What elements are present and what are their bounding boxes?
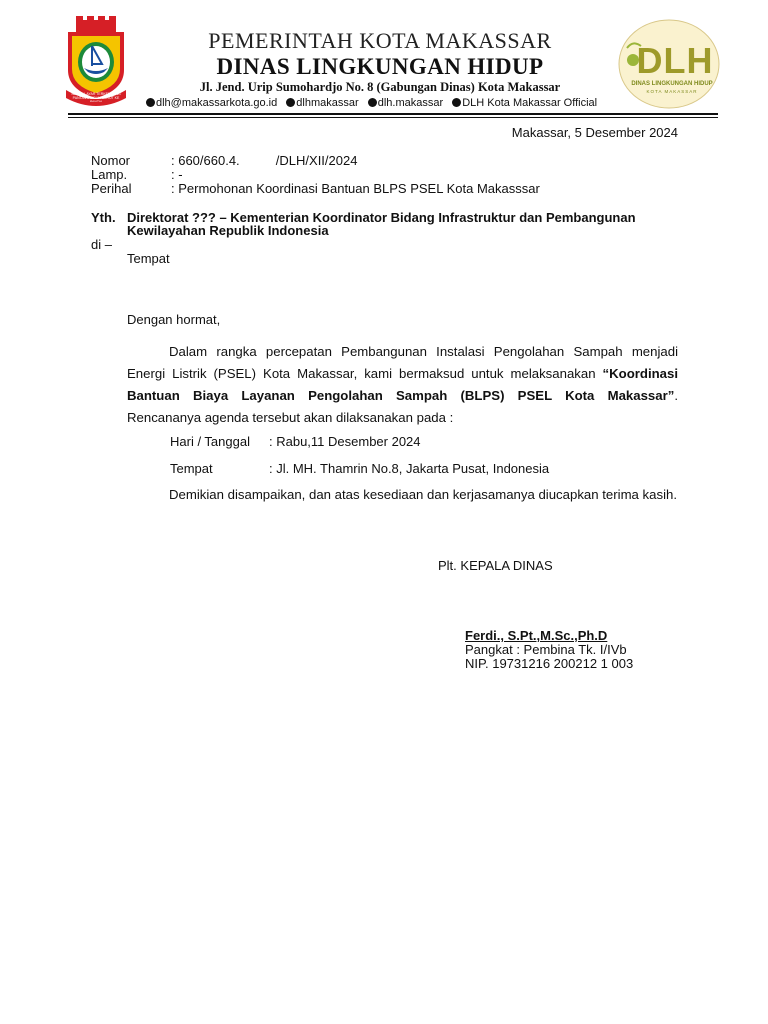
signatory-nip: NIP. 19731216 200212 1 003 bbox=[465, 656, 634, 671]
meta-value-nomor: : 660/660.4. /DLH/XII/2024 bbox=[171, 153, 358, 168]
letterhead-rule-thick bbox=[68, 113, 718, 115]
letterhead-rule-thin bbox=[68, 117, 718, 118]
agenda-value-date: : Rabu,11 Desember 2024 bbox=[269, 434, 421, 449]
intro-paragraph-tail: . Rencananya agenda tersebut akan dilaksanakan pada : bbox=[127, 388, 678, 425]
intro-paragraph-text: Dalam rangka percepatan Pembangunan Instalasi Pengolahan Sampah menjadi Energi Listrik (PSEL) Kota Makassar, kami bermaksud untuk melaksanakan bbox=[127, 344, 678, 381]
emblem-motto: SEKALI LAYAR TERKEMBANG PANTANG BIDUK SURUT KE PANTAI bbox=[71, 92, 121, 102]
meta-label-perihal: Perihal bbox=[91, 181, 132, 196]
agenda-label-date: Hari / Tanggal bbox=[170, 434, 250, 449]
dlh-logo-text: DLH bbox=[636, 40, 714, 81]
intro-paragraph bbox=[127, 341, 678, 429]
contact-line bbox=[146, 97, 626, 109]
signatory-rank: Pangkat : Pembina Tk. I/IVb bbox=[465, 642, 627, 657]
closing-paragraph: Demikian disampaikan, dan atas kesediaan dan kerjasamanya diucapkan terima kasih. bbox=[169, 487, 678, 502]
signatory-name: Ferdi., S.Pt.,M.Sc.,Ph.D bbox=[465, 628, 608, 643]
signature-title: Plt. KEPALA DINAS bbox=[438, 558, 553, 573]
dlh-logo-subtitle: DINAS LINGKUNGAN HIDUP bbox=[631, 81, 713, 87]
recipient-prefix: Yth. bbox=[91, 210, 116, 225]
office-address: Jl. Jend. Urip Sumohardjo No. 8 (Gabungan Dinas) Kota Makassar bbox=[199, 80, 561, 94]
recipient-line-2: Kewilayahan Republik Indonesia bbox=[127, 223, 329, 238]
instagram-contact[interactable]: dlh.makassar bbox=[377, 97, 444, 109]
meta-label-nomor: Nomor bbox=[91, 153, 131, 168]
dlh-logo-city: KOTA MAKASSAR bbox=[646, 89, 698, 94]
facebook-icon bbox=[286, 98, 295, 107]
salutation: Dengan hormat, bbox=[127, 312, 221, 327]
city-emblem bbox=[62, 16, 130, 108]
recipient-line-1: Direktorat ??? – Kementerian Koordinator Bidang Infrastruktur dan Pembangunan bbox=[127, 210, 636, 225]
meta-label-lamp: Lamp. bbox=[91, 167, 128, 182]
instagram-icon bbox=[368, 98, 377, 107]
meta-value-lamp: : - bbox=[171, 167, 183, 182]
recipient-tempat: Tempat bbox=[127, 251, 170, 266]
department-title: DINAS LINGKUNGAN HIDUP bbox=[216, 54, 544, 79]
youtube-icon bbox=[452, 98, 461, 107]
dlh-logo bbox=[617, 18, 721, 110]
email-icon bbox=[146, 98, 155, 107]
event-title: “Koordinasi Bantuan Biaya Layanan Pengolahan Sampah (BLPS) PSEL Kota Makassar” bbox=[127, 366, 678, 403]
government-title: PEMERINTAH KOTA MAKASSAR bbox=[208, 28, 552, 53]
recipient-di: di – bbox=[91, 237, 112, 252]
meta-value-perihal: : Permohonan Koordinasi Bantuan BLPS PSEL Kota Makasssar bbox=[171, 181, 540, 196]
agenda-value-place: : Jl. MH. Thamrin No.8, Jakarta Pusat, Indonesia bbox=[269, 461, 550, 476]
email-contact[interactable]: dlh@makassarkota.go.id bbox=[156, 97, 278, 109]
facebook-contact[interactable]: dlhmakassar bbox=[296, 97, 359, 109]
agenda-label-place: Tempat bbox=[170, 461, 213, 476]
place-date: Makassar, 5 Desember 2024 bbox=[511, 125, 678, 140]
youtube-contact[interactable]: DLH Kota Makassar Official bbox=[462, 97, 598, 109]
